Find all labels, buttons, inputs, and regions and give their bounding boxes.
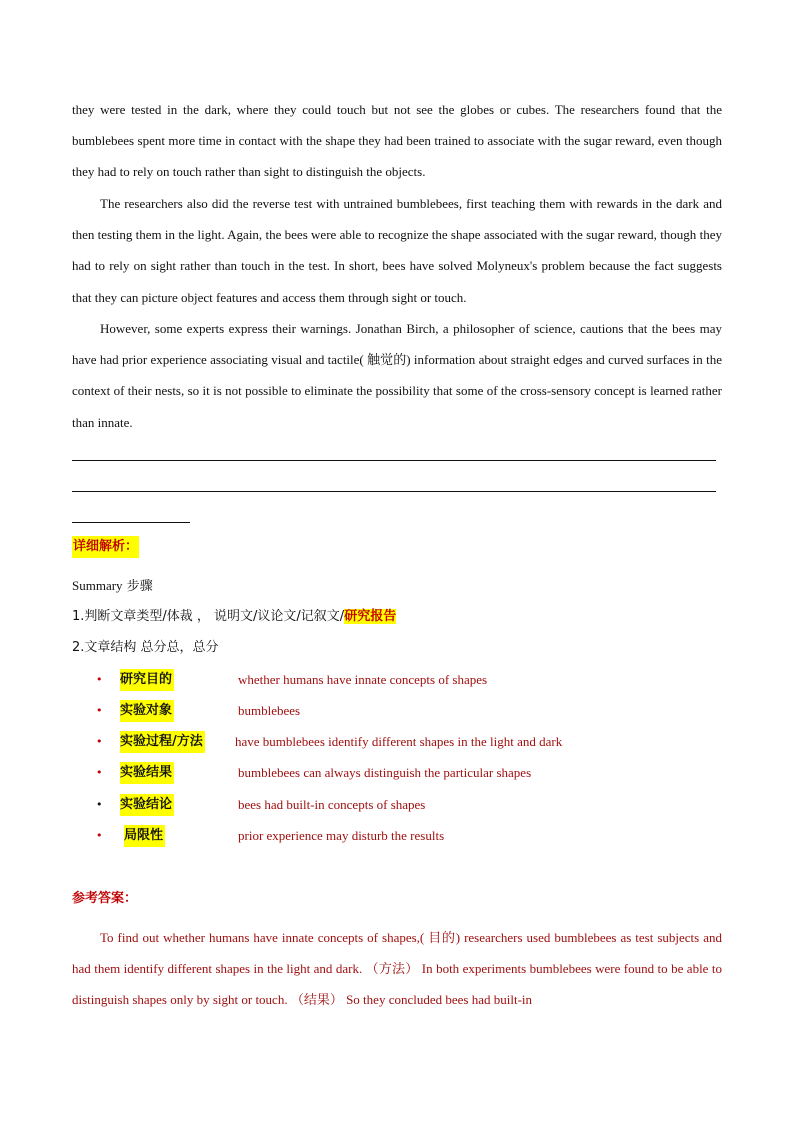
article-paragraph-2: The researchers also did the reverse test with untrained bumblebees, first teaching them with rewards in the dark and then testing them in the light. Again, the bees were able to recognize the shape associated with the sugar reward, though they had to rely on sight rather than touch in the test. In short, bees have solved Molyneux's problem because the fact suggests that they can picture object features and access them through sight or touch. <box>72 196 722 305</box>
structure-label: 研究目的 <box>120 669 174 691</box>
structure-value: bumblebees <box>238 703 301 718</box>
article-paragraph-1: they were tested in the dark, where they could touch but not see the globes or cubes. The researchers found that the bumblebees spent more time in contact with the shape they had been trained to associate with the sugar reward, even though they had to rely on touch rather than sight to distinguish the objects. <box>72 102 722 180</box>
structure-label: 局限性 <box>124 825 165 847</box>
bullet-icon: • <box>96 673 103 686</box>
bullet-icon: • <box>96 766 103 779</box>
structure-item <box>96 762 716 784</box>
structure-label: 实验结果 <box>120 762 174 784</box>
answer-line-3 <box>72 522 190 523</box>
structure-value: bumblebees can always distinguish the particular shapes <box>238 765 532 780</box>
article-paragraph-3: However, some experts express their warnings. Jonathan Birch, a philosopher of science, cautions that the bees may have had prior experience associating visual and tactile( 触觉的) information about straight edges and curved surfaces in the context of their nests, so it is not possible to eliminate the possibility that some of the cross-sensory concept is learned rather than innate. <box>72 321 722 430</box>
structure-item <box>96 825 716 847</box>
structure-label: 实验对象 <box>120 700 174 722</box>
structure-value: bees had built-in concepts of shapes <box>238 797 426 812</box>
answer-line-2 <box>72 491 716 492</box>
bullet-icon: • <box>96 798 103 811</box>
analysis-title: 详细解析： <box>72 536 139 558</box>
summary-cn: 步骤 <box>122 579 153 594</box>
summary-line <box>72 575 153 598</box>
structure-item <box>96 669 716 691</box>
structure-value: have bumblebees identify different shapes in the light and dark <box>235 734 563 749</box>
summary-label: Summary <box>72 578 123 593</box>
answer-line-1 <box>72 460 716 461</box>
bullet-icon: • <box>96 735 103 748</box>
structure-item <box>96 794 716 816</box>
bullet-icon: • <box>96 829 103 842</box>
structure-label: 实验结论 <box>120 794 174 816</box>
step-2-line: 2.文章结构 总分总，总分 <box>72 640 219 655</box>
structure-item <box>96 731 716 753</box>
step-1-line <box>72 606 396 628</box>
structure-value: whether humans have innate concepts of shapes <box>238 672 488 687</box>
structure-item <box>96 700 716 722</box>
bullet-icon: • <box>96 704 103 717</box>
structure-label: 实验过程/方法 <box>120 731 205 753</box>
step-1-text: 1.判断文章类型/体裁 ， 说明文/议论文/记叙文/ <box>72 609 345 624</box>
step-1-highlight: 研究报告 <box>344 609 397 624</box>
reference-title: 参考答案： <box>72 891 138 906</box>
structure-value: prior experience may disturb the results <box>238 828 445 843</box>
reference-answer: To find out whether humans have innate concepts of shapes,( 目的) researchers used bumblebees as test subjects and had them identify different shapes in the light and dark. （方法） In both experiments bumblebees were found to be able to distinguish shapes only by sight or touch. （结果） So they concluded bees had built-in <box>72 930 722 1008</box>
